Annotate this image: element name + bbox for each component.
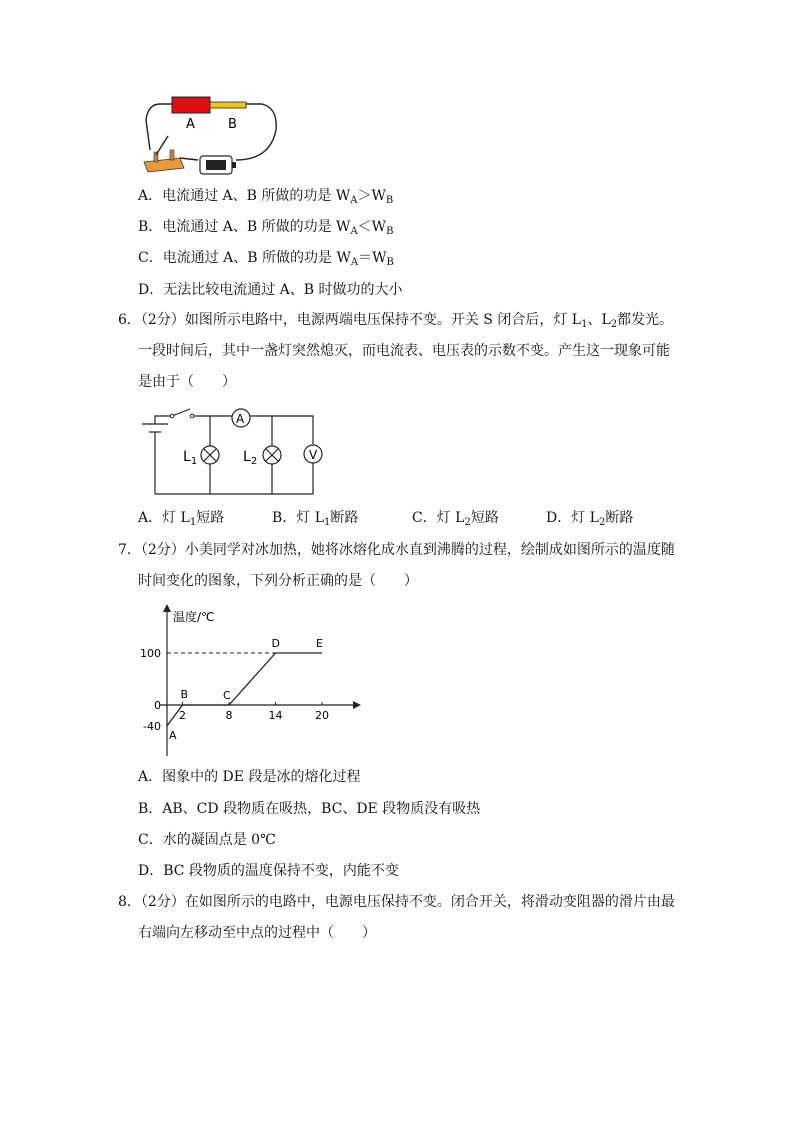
q7-option-a: A．图象中的 DE 段是冰的熔化过程 <box>138 769 361 785</box>
wire <box>236 104 276 160</box>
ammeter-label: A <box>236 412 245 426</box>
resistor-b <box>210 102 246 108</box>
point-label-a: A <box>169 728 177 742</box>
q6-option-d: D．灯 $L_2$断路 <box>546 510 634 528</box>
x-tick-label: 8 <box>225 709 233 722</box>
resistor-a <box>172 97 210 113</box>
label-b: B <box>228 117 237 132</box>
y-tick-label: 0 <box>154 699 161 712</box>
l1-label: $L_1$ <box>183 449 198 467</box>
q5-option-a: A．电流通过 A、B 所做的功是 $W_A>W_B$ <box>138 188 394 206</box>
x-tick-label: 20 <box>315 709 329 722</box>
q5-option-b: B．电流通过 A、B 所做的功是 $W_A<W_B$ <box>138 219 394 237</box>
point-label-b: B <box>180 688 189 701</box>
x-tick-label: 2 <box>179 709 186 722</box>
x-axis-arrow <box>353 701 361 709</box>
y-tick-label: 100 <box>140 647 161 660</box>
point-label-d: D <box>271 637 280 650</box>
wire <box>180 158 198 160</box>
point-label-e: E <box>316 637 323 650</box>
q8-stem-line2: 右端向左移动至中点的过程中（ ） <box>138 925 376 941</box>
label-a: A <box>186 117 195 132</box>
y-axis-arrow <box>163 604 171 612</box>
q6-option-b: B．灯 $L_1$断路 <box>272 510 359 528</box>
lamp-l1-icon <box>201 446 219 464</box>
series-line <box>167 653 322 726</box>
q5-option-c: C．电流通过 A、B 所做的功是 $W_A=W_B$ <box>138 250 394 268</box>
q6-stem-line1: 6．（2分）如图所示电路中，电源两端电压保持不变。开关 S 闭合后，灯 $L_1$、$L_2$都发光。 <box>118 312 674 330</box>
switch-icon <box>172 409 190 416</box>
wire <box>146 104 172 150</box>
q8-stem-line1: 8．（2分）在如图所示的电路中，电源电压保持不变。闭合开关，将滑动变阻器的滑片由最 <box>118 894 675 910</box>
q6-option-c: C．灯 $L_2$短路 <box>412 510 499 528</box>
l2-label: $L_2$ <box>243 449 258 467</box>
q7-option-d: D．BC 段物质的温度保持不变，内能不变 <box>138 863 399 879</box>
q7-option-c: C．水的凝固点是 0℃ <box>138 832 276 848</box>
q7-stem-line2: 时间变化的图象，下列分析正确的是（ ） <box>138 573 418 589</box>
q7-stem-line1: 7．（2分）小美同学对冰加热，她将冰熔化成水直到沸腾的过程，绘制成如图所示的温度随 <box>118 542 675 558</box>
switch-icon <box>144 136 184 172</box>
q5-option-d: D．无法比较电流通过 A、B 时做功的大小 <box>138 282 403 298</box>
voltmeter <box>304 445 322 463</box>
y-tick-label: -40 <box>143 719 161 733</box>
x-tick-label: 14 <box>268 709 283 722</box>
q7-option-b: B．AB、CD 段物质在吸热，BC、DE 段物质没有吸热 <box>138 801 481 817</box>
lamp-l2-icon <box>263 446 281 464</box>
point-label-c: C <box>223 689 231 702</box>
q6-stem-line2: 一段时间后，其中一盏灯突然熄灭，而电流表、电压表的示数不变。产生这一现象可能 <box>138 343 670 359</box>
ammeter <box>232 409 250 427</box>
voltmeter-label: V <box>309 448 318 462</box>
y-axis-label: 温度/℃ <box>173 610 215 624</box>
q6-stem-line3: 是由于（ ） <box>138 374 236 390</box>
battery-icon <box>200 156 236 174</box>
q6-option-a: A．灯 $L_1$短路 <box>138 510 225 528</box>
